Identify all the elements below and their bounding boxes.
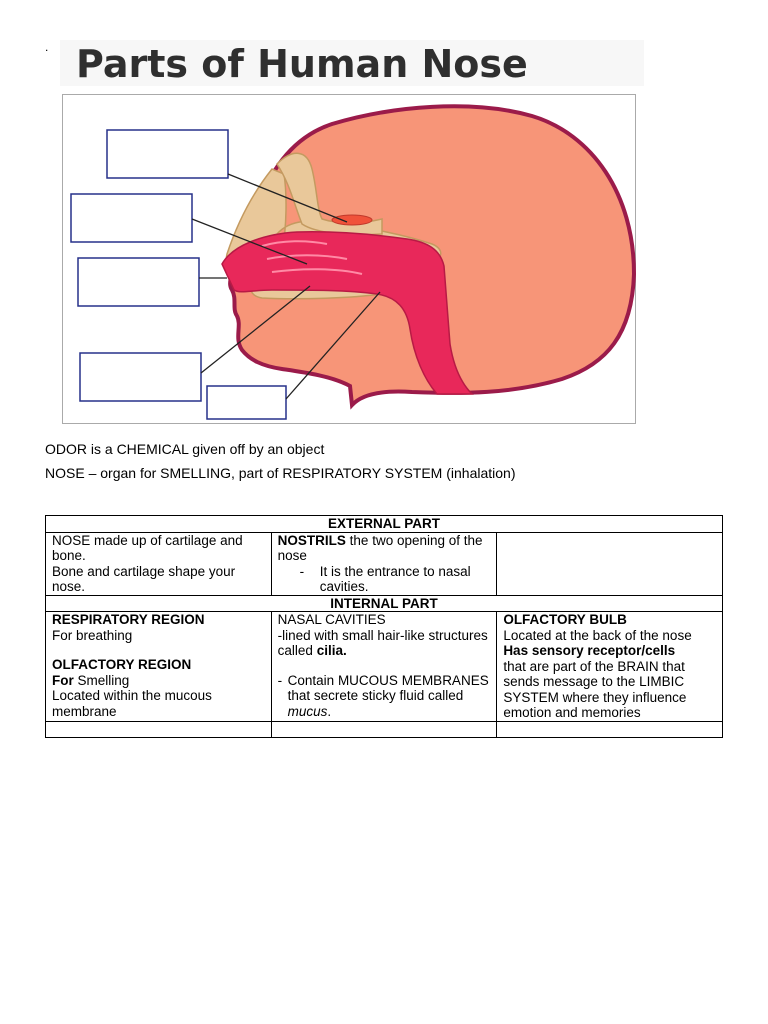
intro-line-odor: ODOR is a CHEMICAL given off by an object [45, 441, 325, 457]
external-part-header: EXTERNAL PART [46, 516, 723, 533]
olfactory-bulb-title: OLFACTORY BULB [503, 612, 627, 627]
external-c1-line2: Bone and cartilage shape your nose. [52, 563, 236, 594]
olfactory-bulb-line1: Located at the back of the nose [503, 627, 692, 643]
intro-line-nose: NOSE – organ for SMELLING, part of RESPIRATORY SYSTEM (inhalation) [45, 465, 516, 481]
internal-cell-1 [46, 612, 272, 722]
olfactory-bulb-rest: that are part of the BRAIN that sends message to the LIMBIC SYSTEM where they influence emotion and memories [503, 658, 687, 720]
internal-row [46, 612, 723, 722]
external-cell-2 [271, 532, 497, 595]
nostrils-term: NOSTRILS [277, 532, 346, 548]
external-cell-1 [46, 532, 272, 595]
nasal-cavities-text: -lined with small hair-like structures called [277, 627, 488, 658]
olfactory-region-title: OLFACTORY REGION [52, 657, 192, 672]
nose-diagram [62, 94, 636, 424]
external-header-row [46, 516, 723, 533]
olfactory-bulb-shape [332, 215, 372, 225]
stray-dot: . [45, 40, 49, 54]
empty-cell-1 [46, 721, 272, 737]
label-box-5 [207, 386, 286, 419]
olfactory-region-text: Located within the mucous membrane [52, 688, 212, 719]
nasal-cavities-title: NASAL CAVITIES [277, 612, 386, 627]
page-title: Parts of Human Nose [76, 42, 528, 86]
contain-dash: - [277, 672, 283, 688]
empty-cell-3 [497, 721, 723, 737]
empty-row [46, 721, 723, 737]
respiratory-region-text: For breathing [52, 627, 133, 643]
nostrils-dash: - [299, 563, 305, 579]
respiratory-region-title: RESPIRATORY REGION [52, 612, 205, 627]
internal-header-row [46, 595, 723, 612]
label-box-2 [71, 194, 192, 242]
nostrils-desc: the two opening of the nose [277, 532, 483, 563]
olfactory-for: For [52, 672, 74, 688]
external-cell-3 [497, 532, 723, 595]
contain-text: Contain MUCOUS MEMBRANES that secrete sticky fluid called [287, 672, 489, 703]
label-box-3 [78, 258, 199, 306]
mucus-term: mucus [287, 703, 328, 719]
internal-part-header: INTERNAL PART [46, 595, 723, 612]
external-row [46, 532, 723, 595]
olfactory-bulb-bold: Has sensory receptor/cells [503, 643, 676, 658]
empty-cell-2 [271, 721, 497, 737]
label-box-4 [80, 353, 201, 401]
parts-table [45, 515, 723, 738]
label-box-1 [107, 130, 228, 178]
contain-end: . [327, 703, 332, 719]
external-c1-line1: NOSE made up of cartilage and bone. [52, 532, 243, 563]
internal-cell-2 [271, 612, 497, 722]
internal-cell-3 [497, 612, 723, 722]
cilia-term: cilia. [316, 643, 347, 658]
olfactory-for-text: Smelling [73, 672, 130, 688]
nostrils-bullet: It is the entrance to nasal cavities. [319, 563, 471, 594]
